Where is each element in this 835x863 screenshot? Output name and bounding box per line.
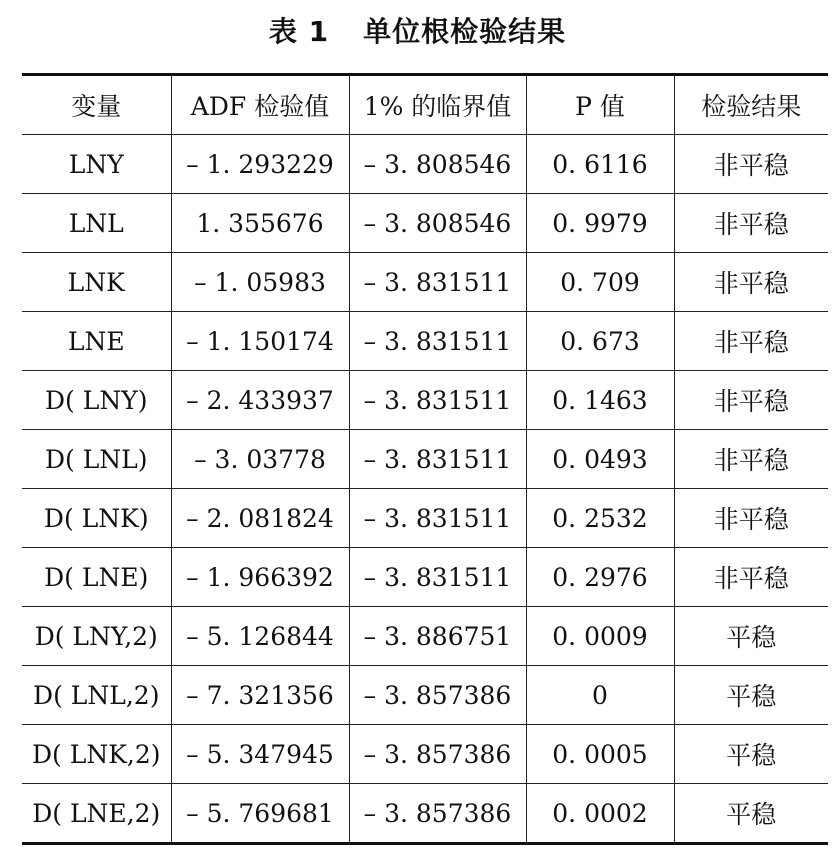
cell-p-value: 0. 709	[526, 253, 674, 312]
cell-test-result: 非平稳	[674, 548, 828, 607]
table-row	[22, 253, 828, 312]
cell-p-value: 0. 0493	[526, 430, 674, 489]
cell-test-result: 平稳	[674, 725, 828, 784]
cell-variable: D( LNL,2)	[22, 666, 171, 725]
cell-variable: D( LNY,2)	[22, 607, 171, 666]
cell-adf-value: – 1. 293229	[171, 135, 349, 194]
cell-test-result: 非平稳	[674, 430, 828, 489]
cell-variable: D( LNY)	[22, 371, 171, 430]
cell-p-value: 0	[526, 666, 674, 725]
cell-adf-value: – 2. 433937	[171, 371, 349, 430]
header-test-result: 检验结果	[674, 75, 828, 135]
cell-critical-value: – 3. 857386	[349, 725, 526, 784]
cell-p-value: 0. 0002	[526, 784, 674, 844]
cell-test-result: 非平稳	[674, 194, 828, 253]
table-row	[22, 430, 828, 489]
table-row	[22, 725, 828, 784]
cell-variable: LNL	[22, 194, 171, 253]
cell-p-value: 0. 6116	[526, 135, 674, 194]
cell-p-value: 0. 1463	[526, 371, 674, 430]
cell-critical-value: – 3. 831511	[349, 548, 526, 607]
cell-p-value: 0. 2532	[526, 489, 674, 548]
cell-variable: D( LNK,2)	[22, 725, 171, 784]
cell-test-result: 非平稳	[674, 312, 828, 371]
table-row	[22, 607, 828, 666]
table-body	[22, 135, 828, 844]
cell-adf-value: – 5. 769681	[171, 784, 349, 844]
cell-variable: D( LNK)	[22, 489, 171, 548]
cell-p-value: 0. 9979	[526, 194, 674, 253]
cell-critical-value: – 3. 831511	[349, 253, 526, 312]
cell-adf-value: – 1. 05983	[171, 253, 349, 312]
cell-critical-value: – 3. 831511	[349, 489, 526, 548]
cell-test-result: 平稳	[674, 784, 828, 844]
table-title-text: 单位根检验结果	[363, 15, 567, 48]
cell-adf-value: – 1. 966392	[171, 548, 349, 607]
cell-variable: D( LNE,2)	[32, 798, 161, 828]
cell-test-result: 平稳	[674, 666, 828, 725]
cell-test-result: 非平稳	[674, 489, 828, 548]
cell-critical-value: – 3. 886751	[349, 607, 526, 666]
cell-critical-value: – 3. 831511	[349, 371, 526, 430]
cell-p-value: 0. 673	[526, 312, 674, 371]
table-row	[22, 371, 828, 430]
header-variable: 变量	[22, 75, 171, 135]
cell-p-value: 0. 0005	[526, 725, 674, 784]
cell-critical-value: – 3. 857386	[349, 666, 526, 725]
table-title	[0, 10, 835, 54]
table-number: 表 1	[268, 15, 330, 48]
unit-root-test-table	[22, 73, 828, 845]
cell-p-value: 0. 0009	[526, 607, 674, 666]
cell-adf-value: – 7. 321356	[171, 666, 349, 725]
table-row	[22, 489, 828, 548]
cell-adf-value: – 5. 126844	[171, 607, 349, 666]
cell-critical-value: – 3. 808546	[349, 194, 526, 253]
table-row	[22, 548, 828, 607]
header-critical-value: 1% 的临界值	[349, 75, 526, 135]
table-row	[22, 194, 828, 253]
table-row	[22, 312, 828, 371]
cell-test-result: 非平稳	[674, 253, 828, 312]
cell-critical-value: – 3. 857386	[349, 784, 526, 844]
cell-critical-value: – 3. 831511	[349, 312, 526, 371]
table-row	[22, 666, 828, 725]
cell-variable: LNE	[22, 312, 171, 371]
cell-adf-value: – 1. 150174	[171, 312, 349, 371]
table-row	[22, 784, 828, 844]
cell-variable: LNK	[22, 253, 171, 312]
cell-test-result: 非平稳	[674, 371, 828, 430]
table-row	[22, 135, 828, 194]
cell-adf-value: 1. 355676	[171, 194, 349, 253]
header-row	[22, 75, 828, 135]
cell-variable: D( LNL)	[22, 430, 171, 489]
header-p-value: P 值	[526, 75, 674, 135]
cell-adf-value: – 3. 03778	[171, 430, 349, 489]
cell-p-value: 0. 2976	[526, 548, 674, 607]
cell-variable: D( LNE)	[22, 548, 171, 607]
cell-test-result: 非平稳	[674, 135, 828, 194]
cell-critical-value: – 3. 808546	[349, 135, 526, 194]
cell-test-result: 平稳	[674, 607, 828, 666]
cell-adf-value: – 5. 347945	[171, 725, 349, 784]
header-adf-value: ADF 检验值	[171, 75, 349, 135]
cell-variable: LNY	[22, 135, 171, 194]
cell-critical-value: – 3. 831511	[349, 430, 526, 489]
cell-adf-value: – 2. 081824	[171, 489, 349, 548]
